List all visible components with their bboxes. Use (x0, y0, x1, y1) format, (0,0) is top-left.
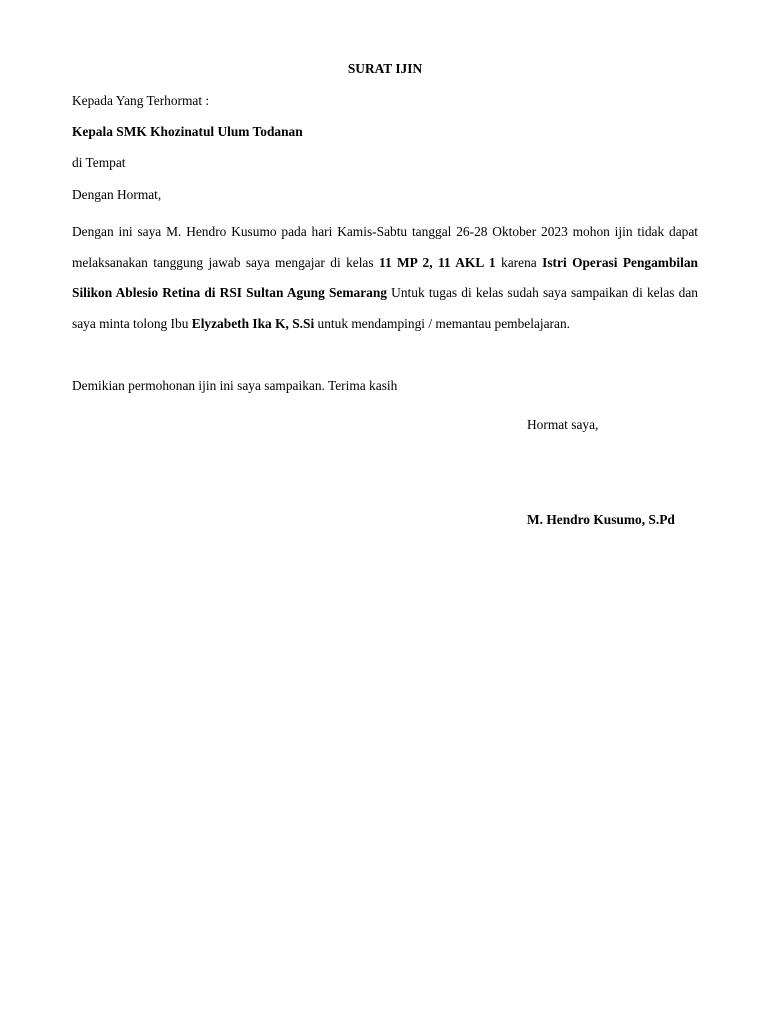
leave-reason: Istri Operasi Pengambilan Silikon Ablesio Retina di RSI Sultan Agung Semarang (72, 254, 698, 300)
letter-body (72, 217, 698, 339)
body-text-1: Dengan ini saya M. Hendro Kusumo pada hari Kamis-Sabtu tanggal 26-28 Oktober 2023 mohon ijin tidak dapat melaksanakan tanggung jawab saya mengajar di kelas (72, 224, 698, 270)
signer-name: M. Hendro Kusumo, S.Pd (527, 512, 675, 527)
body-text-2: karena (495, 254, 543, 270)
greeting: Dengan Hormat, (72, 187, 162, 202)
recipient: Kepala SMK Khozinatul Ulum Todanan (72, 124, 303, 139)
class-list: 11 MP 2, 11 AKL 1 (378, 254, 496, 270)
place: di Tempat (72, 155, 126, 170)
body-paragraph (72, 217, 698, 339)
body-text-4: untuk mendampingi / memantau pembelajaran. (314, 315, 571, 331)
letter-page (72, 0, 698, 1024)
letter-title: SURAT IJIN (347, 61, 423, 76)
salutation-to: Kepada Yang Terhormat : (72, 93, 210, 108)
closing-text: Demikian permohonan ijin ini saya sampaikan. Terima kasih (72, 378, 398, 393)
sign-off: Hormat saya, (527, 417, 599, 432)
substitute-teacher: Elyzabeth Ika K, S.Si (191, 315, 315, 331)
body-text-3: Untuk tugas di kelas sudah saya sampaikan di kelas dan saya minta tolong Ibu (72, 285, 698, 331)
